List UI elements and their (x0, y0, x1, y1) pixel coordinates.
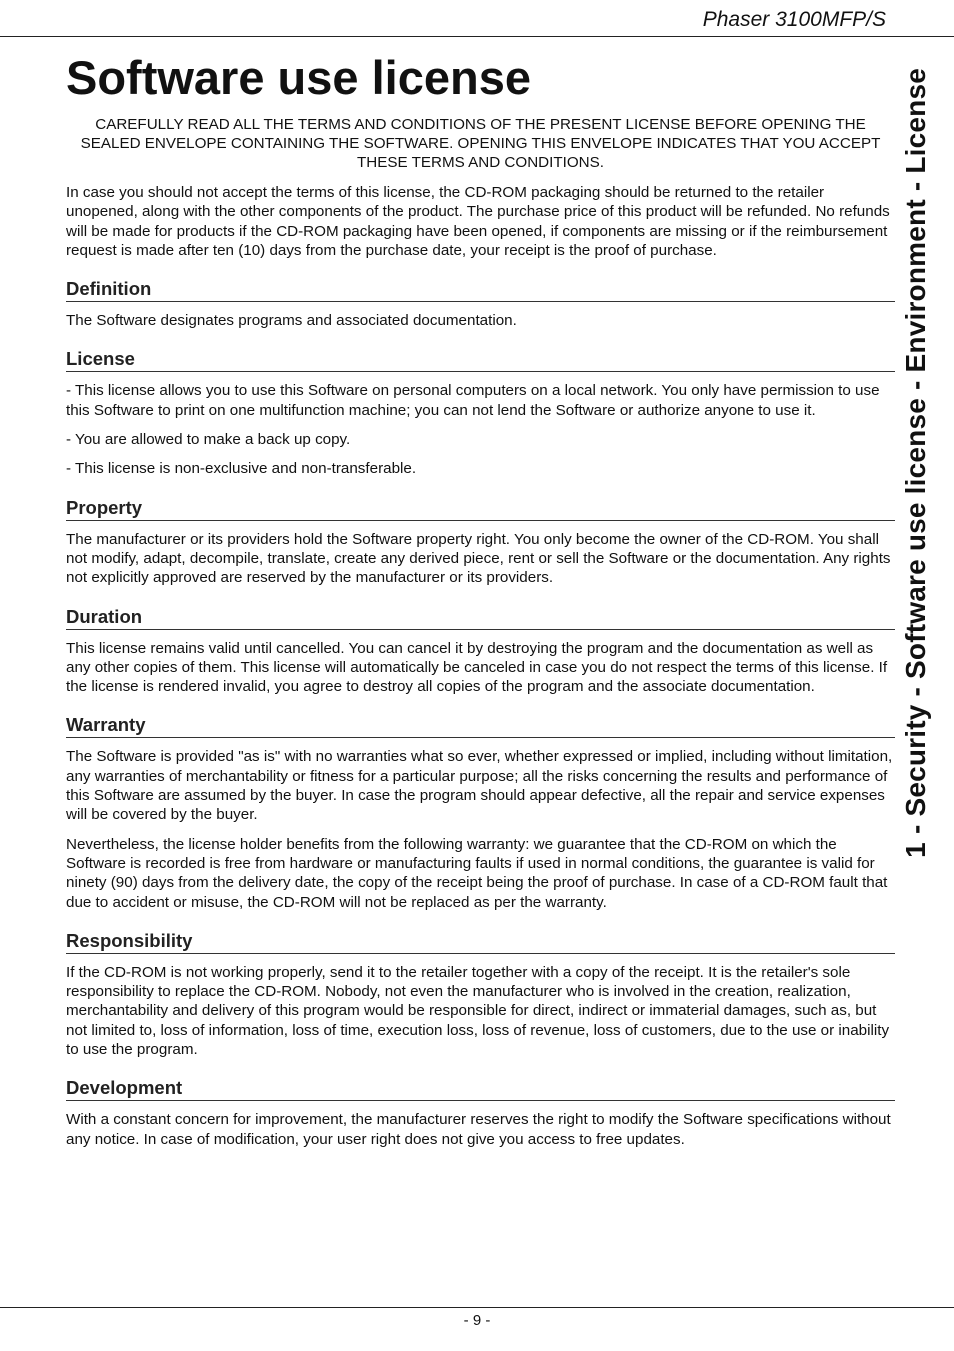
section-license (66, 348, 895, 478)
section-paragraph: The Software designates programs and associated documentation. (66, 312, 517, 330)
section-heading: Warranty (66, 714, 895, 738)
chapter-side-tab (893, 60, 939, 866)
section-paragraph: This license remains valid until cancelled. You can cancel it by destroying the program and the documentation as well as any other copies of them. This license will automatically be canceled in case you do not respect the terms of this license. If the license is rendered invalid, you agree to destroy all copies of the program and the associate documentation. (66, 639, 888, 696)
section-paragraph: - This license is non-exclusive and non-transferable. (66, 460, 417, 478)
page-number: - 9 - (463, 1312, 491, 1329)
intro-paragraph: In case you should not accept the terms of this license, the CD-ROM packaging should be returned to the retailer unopened, along with the other components of the product. The purchase price of this product will be refunded. No refunds will be made for products if the CD-ROM packaging have been opened, if components are missing or if the reimbursement request is made after ten (10) days from the purchase date, your receipt is the proof of purchase. (66, 184, 890, 259)
main-content (66, 50, 895, 1159)
section-heading: Definition (66, 278, 895, 302)
section-heading: Duration (66, 606, 895, 630)
section-paragraph: Nevertheless, the license holder benefits from the following warranty: we guarantee that the CD-ROM on which the Software is recorded is free from hardware or manufacturing faults if used in normal conditions, the guarantee is valid for ninety (90) days from the delivery date, the copy of the receipt being the proof of purchase. In case of a CD-ROM fault that due to accident or misuse, the CD-ROM will not be replaced as per the warranty. (66, 835, 888, 911)
page-title: Software use license (66, 51, 531, 104)
footer-divider (0, 1307, 954, 1308)
section-heading: Property (66, 497, 895, 521)
section-heading: Responsibility (66, 930, 895, 954)
section-development (66, 1077, 895, 1149)
section-warranty (66, 714, 895, 911)
section-heading: License (66, 348, 895, 372)
header-divider (0, 36, 954, 37)
section-responsibility (66, 930, 895, 1059)
section-paragraph: - You are allowed to make a back up copy. (66, 431, 351, 449)
chapter-side-tab-label: 1 - Security - Software use license - Environment - License (900, 68, 931, 858)
section-duration (66, 606, 895, 697)
section-definition (66, 278, 895, 330)
section-property (66, 497, 895, 588)
section-paragraph: The Software is provided "as is" with no warranties what so ever, whether expressed or implied, including without limitation, any warranties of merchantability or fitness for a particular purpose; all the risks concerning the results and performance of this Software are assumed by the buyer. In case the program should appear defective, all the repair and service expenses will be covered by the buyer. (66, 748, 893, 824)
section-paragraph: The manufacturer or its providers hold the Software property right. You only become the owner of the CD-ROM. You shall not modify, adapt, decompile, translate, create any derived piece, rent or sell the Software or the documentation. Any rights not explicitly approved are reserved by the manufacturer or its providers. (66, 530, 891, 587)
license-warning: CAREFULLY READ ALL THE TERMS AND CONDITIONS OF THE PRESENT LICENSE BEFORE OPENING THE SEALED ENVELOPE CONTAINING THE SOFTWARE. OPENING THIS ENVELOPE INDICATES THAT YOU ACCEPT THESE TERMS AND CONDITIONS. (80, 116, 881, 171)
header-product-title: Phaser 3100MFP/S (702, 8, 886, 31)
section-paragraph: With a constant concern for improvement, the manufacturer reserves the right to modify the Software specifications without any notice. In case of modification, your user right does not give you access to free updates. (66, 1111, 891, 1148)
section-paragraph: - This license allows you to use this Software on personal computers on a local network. You only have permission to use this Software to print on one multifunction machine; you can not lend the Software or authorize anyone to use it. (66, 382, 880, 419)
section-heading: Development (66, 1077, 895, 1101)
section-paragraph: If the CD-ROM is not working properly, send it to the retailer together with a copy of the receipt. It is the retailer's sole responsibility to replace the CD-ROM. Nobody, not even the manufacturer who is involved in the creation, realization, merchantability and delivery of this program would be responsible for direct, indirect or immaterial damages, such as, but not limited to, loss of information, loss of time, execution loss, loss of revenue, loss of customers, due to the use or inability to use the program. (66, 963, 890, 1059)
